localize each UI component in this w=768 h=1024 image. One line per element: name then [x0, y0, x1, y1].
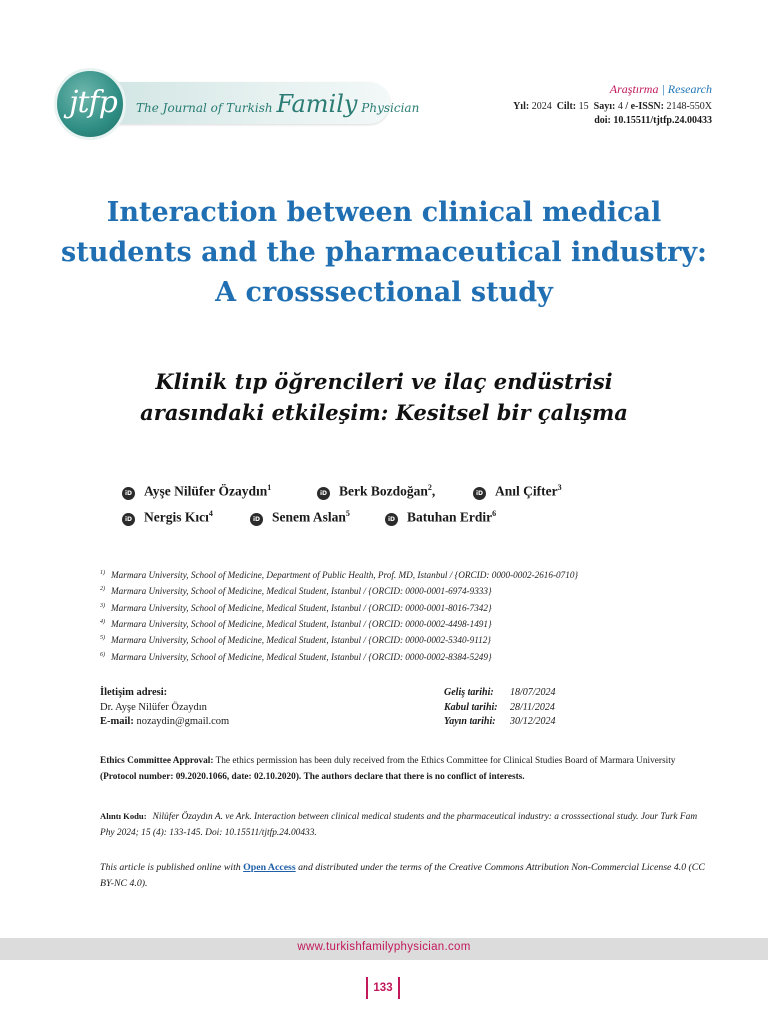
journal-name-suffix: Physician: [361, 101, 420, 115]
author-3: [473, 483, 562, 500]
contact-block: [100, 686, 229, 730]
date-value: 18/07/2024: [510, 687, 556, 698]
date-published: [444, 715, 556, 730]
date-value: 30/12/2024: [510, 716, 556, 727]
affiliation-item: [100, 631, 578, 647]
affiliation-number: 4): [100, 619, 105, 626]
title-line-2: students and the pharmaceutical industry:: [61, 237, 707, 268]
affiliation-item: [100, 566, 578, 582]
ethics-protocol: (Protocol number: 09.2020.1066, date: 02.10.2020).: [100, 771, 302, 782]
affiliation-item: [100, 615, 578, 631]
logo-circle: [54, 68, 126, 140]
open-access-link[interactable]: Open Access: [243, 862, 296, 873]
affiliation-text: Marmara University, School of Medicine, Medical Student, Istanbul / {ORCID: 0000-0002-4498-1491}: [111, 619, 492, 630]
author-6: [385, 509, 496, 526]
article-header-info: [513, 82, 712, 126]
author-name: Senem Aslan: [272, 509, 346, 525]
journal-logo: [54, 68, 420, 140]
eissn-value: 2148-550X: [666, 101, 712, 112]
affiliation-number: 6): [100, 651, 105, 658]
author-name: Anıl Çifter: [495, 483, 558, 499]
email-label: E-mail:: [100, 716, 134, 727]
volume-label: Cilt:: [556, 101, 577, 112]
journal-name-prefix: The Journal of Turkish: [136, 101, 273, 115]
eissn-label: / e-ISSN:: [625, 101, 664, 112]
issue-label: Sayı:: [593, 101, 616, 112]
doi[interactable]: doi: 10.15511/tjtfp.24.00433: [594, 115, 712, 126]
date-value: 28/11/2024: [510, 701, 555, 713]
date-label: Yayın tarihi:: [444, 716, 496, 727]
author-name: Nergis Kıcı: [144, 509, 209, 525]
orcid-icon[interactable]: iD: [317, 487, 330, 500]
author-affiliation-number: 2: [427, 483, 432, 492]
journal-name: [136, 90, 419, 118]
author-trail: ,: [431, 483, 436, 499]
author-affiliation-number: 4: [208, 509, 213, 518]
license-prefix: This article is published online with: [100, 862, 241, 873]
contact-name: Dr. Ayşe Nilüfer Özaydın: [100, 701, 207, 713]
citation-label: Alıntı Kodu:: [100, 811, 147, 821]
date-accepted: [444, 701, 556, 716]
affiliations-list: [100, 566, 578, 664]
license-statement: [100, 860, 710, 891]
author-2: [317, 483, 435, 500]
title-line-1: Interaction between clinical medical: [106, 197, 662, 228]
author-name: Batuhan Erdir: [407, 509, 493, 525]
article-type-en: Research: [667, 82, 712, 96]
orcid-icon[interactable]: iD: [385, 513, 398, 526]
author-affiliation-number: 6: [492, 509, 497, 518]
dates-block: [444, 686, 556, 730]
year-label: Yıl:: [513, 101, 530, 112]
orcid-icon[interactable]: iD: [250, 513, 263, 526]
article-title: [40, 193, 728, 313]
author-affiliation-number: 5: [345, 509, 350, 518]
footer-url[interactable]: www.turkishfamilyphysician.com: [297, 941, 471, 953]
journal-name-big: Family: [276, 90, 358, 118]
author-name: Berk Bozdoğan: [339, 483, 428, 499]
ethics-conflict: The authors declare that there is no conflict of interests.: [303, 771, 525, 782]
author-5: [250, 509, 350, 526]
affiliation-item: [100, 648, 578, 664]
author-name: Ayşe Nilüfer Özaydın: [144, 483, 268, 499]
contact-label: İletişim adresi:: [100, 687, 168, 698]
affiliation-number: 2): [100, 586, 105, 593]
orcid-icon[interactable]: iD: [122, 487, 135, 500]
affiliation-number: 3): [100, 602, 105, 609]
title-tr-line-1: Klinik tıp öğrencileri ve ilaç endüstrisi: [155, 369, 613, 394]
author-affiliation-number: 1: [267, 483, 272, 492]
affiliation-text: Marmara University, School of Medicine, Medical Student, Istanbul / {ORCID: 0000-0002-8384-5249}: [111, 651, 492, 662]
affiliation-number: 1): [100, 570, 105, 576]
affiliation-number: 5): [100, 635, 105, 642]
date-received: [444, 686, 556, 701]
orcid-icon[interactable]: iD: [473, 487, 486, 500]
affiliation-text: Marmara University, School of Medicine, Medical Student, Istanbul / {ORCID: 0000-0001-6974-9333}: [111, 586, 492, 597]
date-label: Geliş tarihi:: [444, 687, 494, 698]
affiliation-item: [100, 599, 578, 615]
affiliation-text: Marmara University, School of Medicine, Department of Public Health, Prof. MD, Istanbul / {ORCID: 0000-0002-2616-0710}: [111, 570, 579, 581]
volume-value: 15: [578, 101, 589, 112]
affiliation-text: Marmara University, School of Medicine, Medical Student, Istanbul / {ORCID: 0000-0002-5340-9112}: [111, 635, 491, 646]
article-type-tr: Araştırma: [609, 82, 659, 96]
ethics-text: The ethics permission has been duly received from the Ethics Committee for Clinical Studies Board of Marmara University: [215, 756, 676, 766]
citation-text: Nilüfer Özaydın A. ve Ark. Interaction between clinical medical students and the pharmaceutical industry: a crosssectional study. Jour Turk Fam Phy 2024; 15 (4): 133-145. Doi: 10.15511/tjtfp.24.00433.: [100, 812, 698, 838]
article-type: [513, 82, 712, 97]
title-line-3: A crosssectional study: [215, 277, 553, 308]
author-affiliation-number: 3: [557, 483, 562, 492]
year-value: 2024: [531, 101, 552, 112]
author-1: [122, 483, 271, 500]
license-suffix: and distributed under the terms of the Creative Commons Attribution Non-Commercial License 4.0 (CC BY-NC 4.0).: [100, 862, 705, 889]
affiliation-item: [100, 582, 578, 598]
ethics-label: Ethics Committee Approval:: [100, 756, 214, 766]
title-tr-line-2: arasındaki etkileşim: Kesitsel bir çalışma: [140, 400, 628, 425]
contact-email[interactable]: nozaydin@gmail.com: [136, 716, 230, 727]
issue-meta: [513, 101, 712, 112]
orcid-icon[interactable]: iD: [122, 513, 135, 526]
author-4: [122, 509, 213, 526]
issue-value: 4: [617, 101, 623, 112]
ethics-statement: [100, 754, 710, 785]
article-type-separator: |: [661, 82, 665, 96]
logo-monogram: jtfp: [69, 85, 117, 120]
citation-block: [100, 809, 710, 841]
page-number: 133: [366, 977, 400, 999]
date-label: Kabul tarihi:: [444, 701, 498, 713]
affiliation-text: Marmara University, School of Medicine, Medical Student, Istanbul / {ORCID: 0000-0001-8016-7342}: [111, 602, 492, 613]
article-title-turkish: [40, 366, 728, 428]
